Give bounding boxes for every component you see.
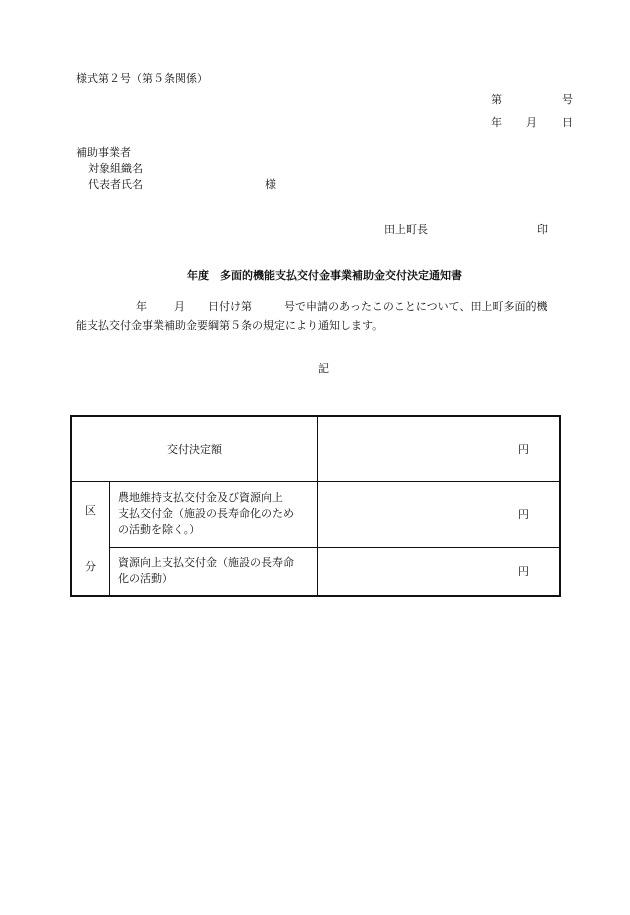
body-rest: 号で申請のあったこのことについて、田上町多面的機 (284, 300, 548, 313)
table-row-category-2 (71, 547, 560, 596)
row1-label-line2: 支払交付金（施設の長寿命化のため (118, 507, 294, 520)
date-day: 日 (562, 116, 573, 129)
body-line-2: 能支払交付金事業補助金要綱第５条の規定により通知します。 (76, 319, 384, 332)
date-year: 年 (491, 116, 502, 129)
seal-mark: 印 (537, 223, 548, 236)
table-row-category-1 (71, 481, 560, 547)
row2-label-line2: 化の活動） (118, 572, 173, 586)
form-label: 様式第２号（第５条関係） (76, 72, 208, 85)
category-char-1: 区 (85, 504, 96, 518)
ki-mark: 記 (318, 362, 329, 375)
body-month: 月 (174, 300, 185, 313)
date-month: 月 (526, 116, 537, 129)
row1-label-line3: の活動を除く。） (118, 523, 201, 536)
total-amount-cell (318, 416, 561, 481)
number-suffix: 号 (562, 93, 573, 106)
number-prefix: 第 (491, 93, 502, 106)
row1-label-cell (110, 481, 318, 547)
row2-amount-cell (318, 547, 561, 596)
total-label-cell (71, 416, 318, 481)
row2-yen: 円 (518, 565, 529, 579)
row1-amount-cell (318, 481, 561, 547)
table-row-total (71, 416, 560, 481)
row2-label-cell (110, 547, 318, 596)
body-line-1 (76, 297, 576, 316)
total-yen: 円 (518, 442, 529, 456)
row2-label-line1: 資源向上支払交付金（施設の長寿命 (118, 556, 294, 570)
body-day-prefix: 日付け第 (208, 300, 252, 313)
rep-name-label: 代表者氏名 (88, 178, 143, 191)
issuer-name: 田上町長 (384, 223, 428, 236)
document-title: 年度 多面的機能支払交付金事業補助金交付決定通知書 (187, 269, 462, 282)
row1-label-line1: 農地維持支払交付金及び資源向上 (118, 491, 283, 504)
total-label: 交付決定額 (167, 442, 222, 456)
body-year: 年 (136, 300, 147, 313)
category-char-2: 分 (85, 560, 96, 574)
row1-yen: 円 (518, 508, 529, 521)
recipient-label: 補助事業者 (76, 146, 131, 159)
category-cell (71, 481, 110, 596)
grant-decision-table (70, 415, 561, 597)
org-name-label: 対象組織名 (88, 162, 143, 175)
honorific: 様 (265, 178, 276, 191)
